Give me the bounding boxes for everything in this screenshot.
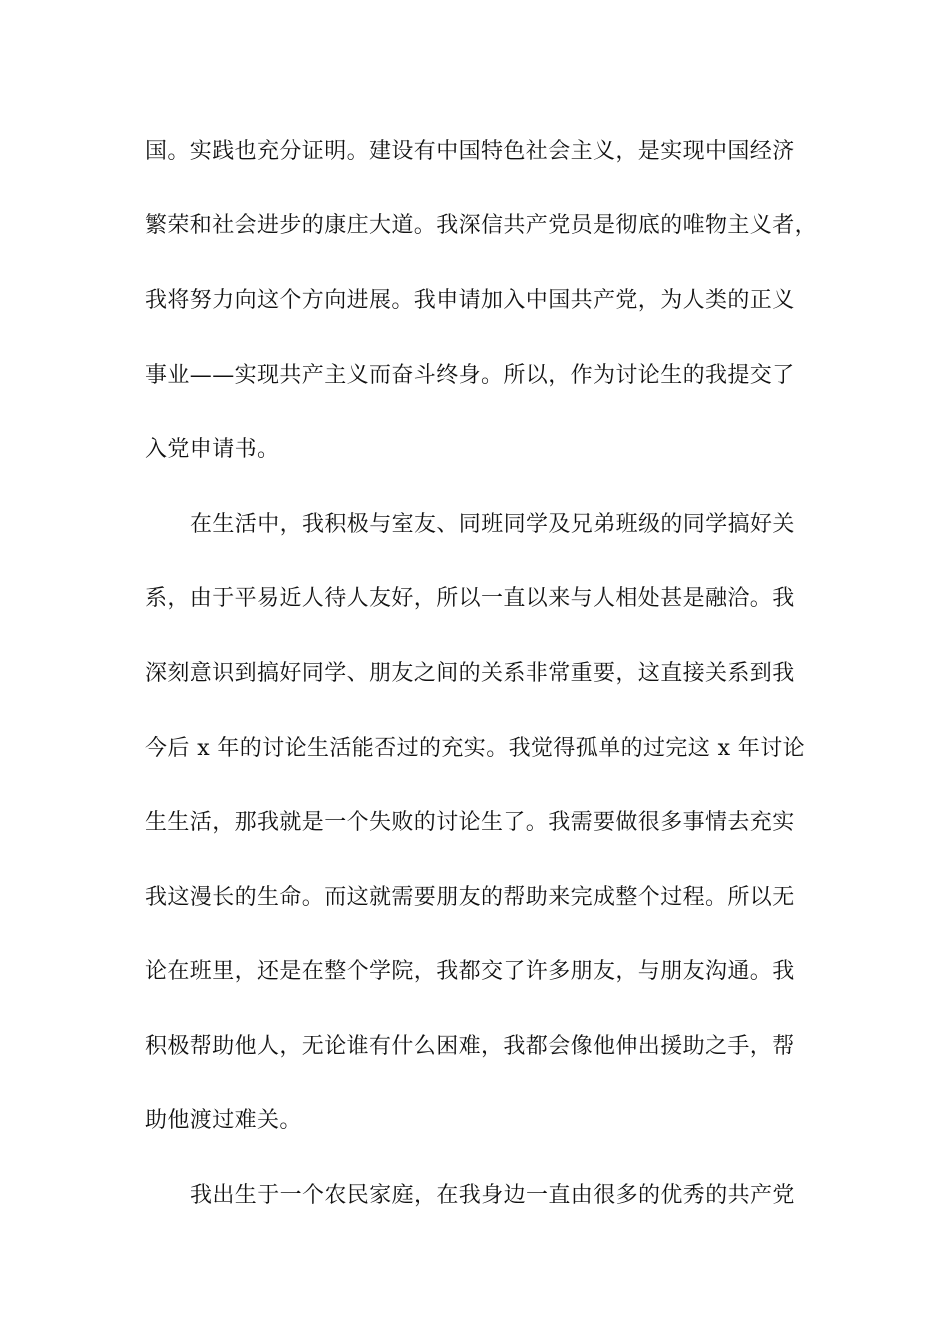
- text-line: 繁荣和社会进步的康庄大道。我深信共产党员是彻底的唯物主义者，: [145, 213, 818, 238]
- text-line: 生生活，那我就是一个失败的讨论生了。我需要做很多事情去充实: [145, 810, 795, 835]
- paragraph-first-line: 在生活中，我积极与室友、同班同学及兄弟班级的同学搞好关: [190, 512, 795, 537]
- text-line: 深刻意识到搞好同学、朋友之间的关系非常重要，这直接关系到我: [145, 661, 795, 686]
- text-line: 论在班里，还是在整个学院，我都交了许多朋友，与朋友沟通。我: [145, 959, 795, 984]
- text-line: 入党申请书。: [145, 437, 280, 462]
- text-line: 系，由于平易近人待人友好，所以一直以来与人相处甚是融洽。我: [145, 586, 795, 611]
- text-line: 国。实践也充分证明。建设有中国特色社会主义，是实现中国经济: [145, 139, 795, 164]
- text-line: 我这漫长的生命。而这就需要朋友的帮助来完成整个过程。所以无: [145, 885, 795, 910]
- text-line: 助他渡过难关。: [145, 1108, 302, 1133]
- text-line: 积极帮助他人，无论谁有什么困难，我都会像他伸出援助之手，帮: [145, 1034, 795, 1059]
- text-line: 事业——实现共产主义而奋斗终身。所以，作为讨论生的我提交了: [145, 363, 795, 388]
- text-line: 我将努力向这个方向进展。我申请加入中国共产党，为人类的正义: [145, 288, 795, 313]
- paragraph-first-line: 我出生于一个农民家庭，在我身边一直由很多的优秀的共产党: [190, 1183, 795, 1208]
- text-line: 今后 x 年的讨论生活能否过的充实。我觉得孤单的过完这 x 年讨论: [145, 736, 805, 761]
